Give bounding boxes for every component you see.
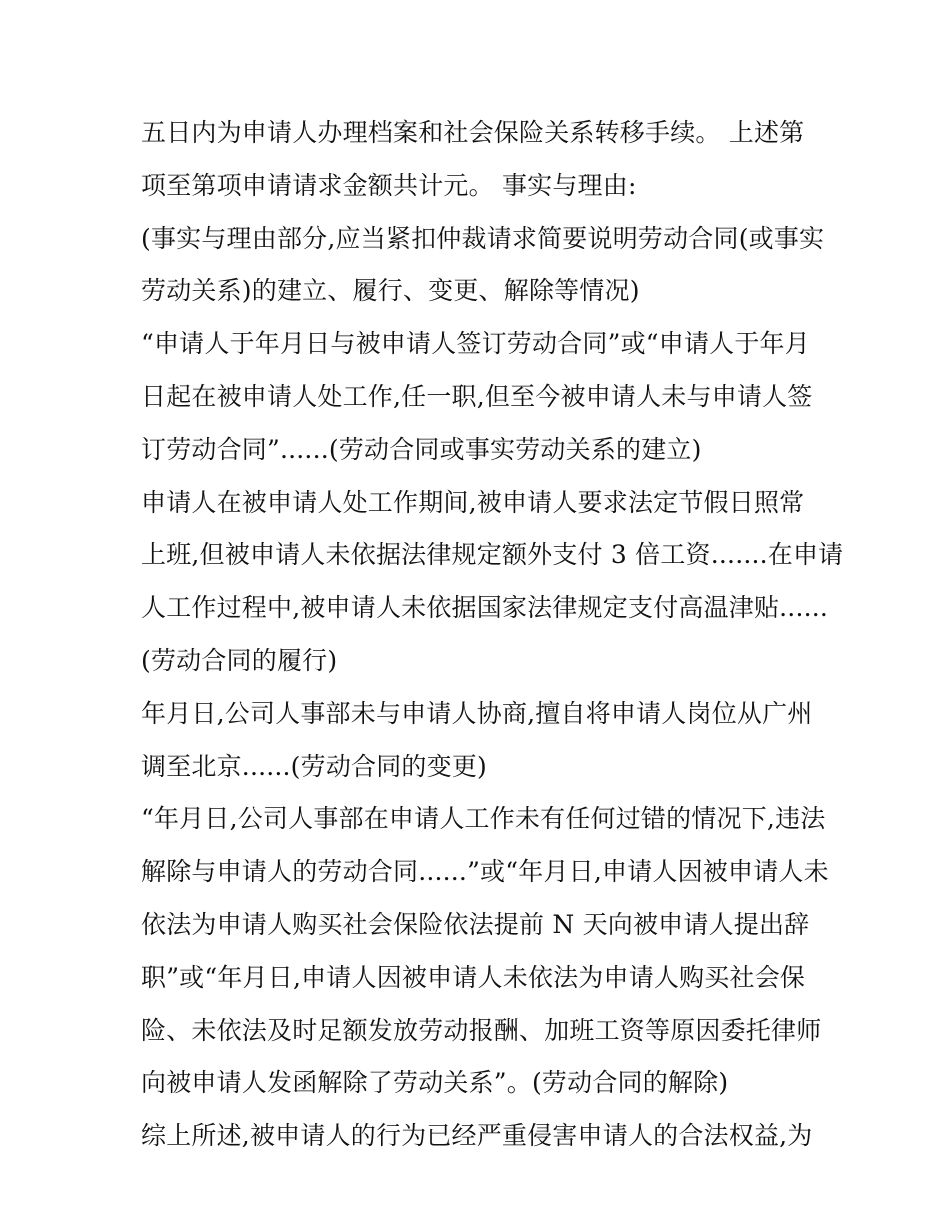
text-line: “申请人于年月日与被申请人签订劳动合同”或“申请人于年月 [141,329,810,359]
text-line: 职”或“年月日,申请人因被申请人未依法为申请人购买社会保 [141,962,806,992]
document-body [141,107,844,1163]
text-line: (事实与理由部分,应当紧扣仲裁请求简要说明劳动合同(或事实 [141,223,825,253]
text-line: 劳动关系)的建立、履行、变更、解除等情况) [141,276,640,306]
text-line: 年月日,公司人事部未与申请人协商,擅自将申请人岗位从广州 [141,698,813,728]
text-line: 险、未依法及时足额发放劳动报酬、加班工资等原因委托律师 [141,1015,822,1045]
text-line: 人工作过程中,被申请人未依据国家法律规定支付高温津贴...... [141,593,829,623]
text-line: 调至北京......(劳动合同的变更) [141,751,487,781]
text-line: “年月日,公司人事部在申请人工作未有任何过错的情况下,违法 [141,804,826,834]
text-line: 日起在被申请人处工作,任一职,但至今被申请人未与申请人签 [141,381,813,411]
text-line: 申请人在被申请人处工作期间,被申请人要求法定节假日照常 [141,487,805,517]
text-line: 依法为申请人购买社会保险依法提前 N 天向被申请人提出辞 [141,909,810,939]
text-line: 项至第项申请请求金额共计元。 事实与理由: [141,170,637,200]
text-line: (劳动合同的履行) [141,645,338,675]
text-line: 向被申请人发函解除了劳动关系”。(劳动合同的解除) [141,1068,729,1098]
text-line: 五日内为申请人办理档案和社会保险关系转移手续。 上述第 [141,118,805,147]
text-line: 上班,但被申请人未依据法律规定额外支付 3 倍工资.......在申请 [141,540,844,570]
text-line: 解除与申请人的劳动合同......”或“年月日,申请人因被申请人未 [141,857,829,887]
text-line: 综上所述,被申请人的行为已经严重侵害申请人的合法权益,为 [141,1121,813,1151]
text-line: 订劳动合同”......(劳动合同或事实劳动关系的建立) [141,434,702,464]
